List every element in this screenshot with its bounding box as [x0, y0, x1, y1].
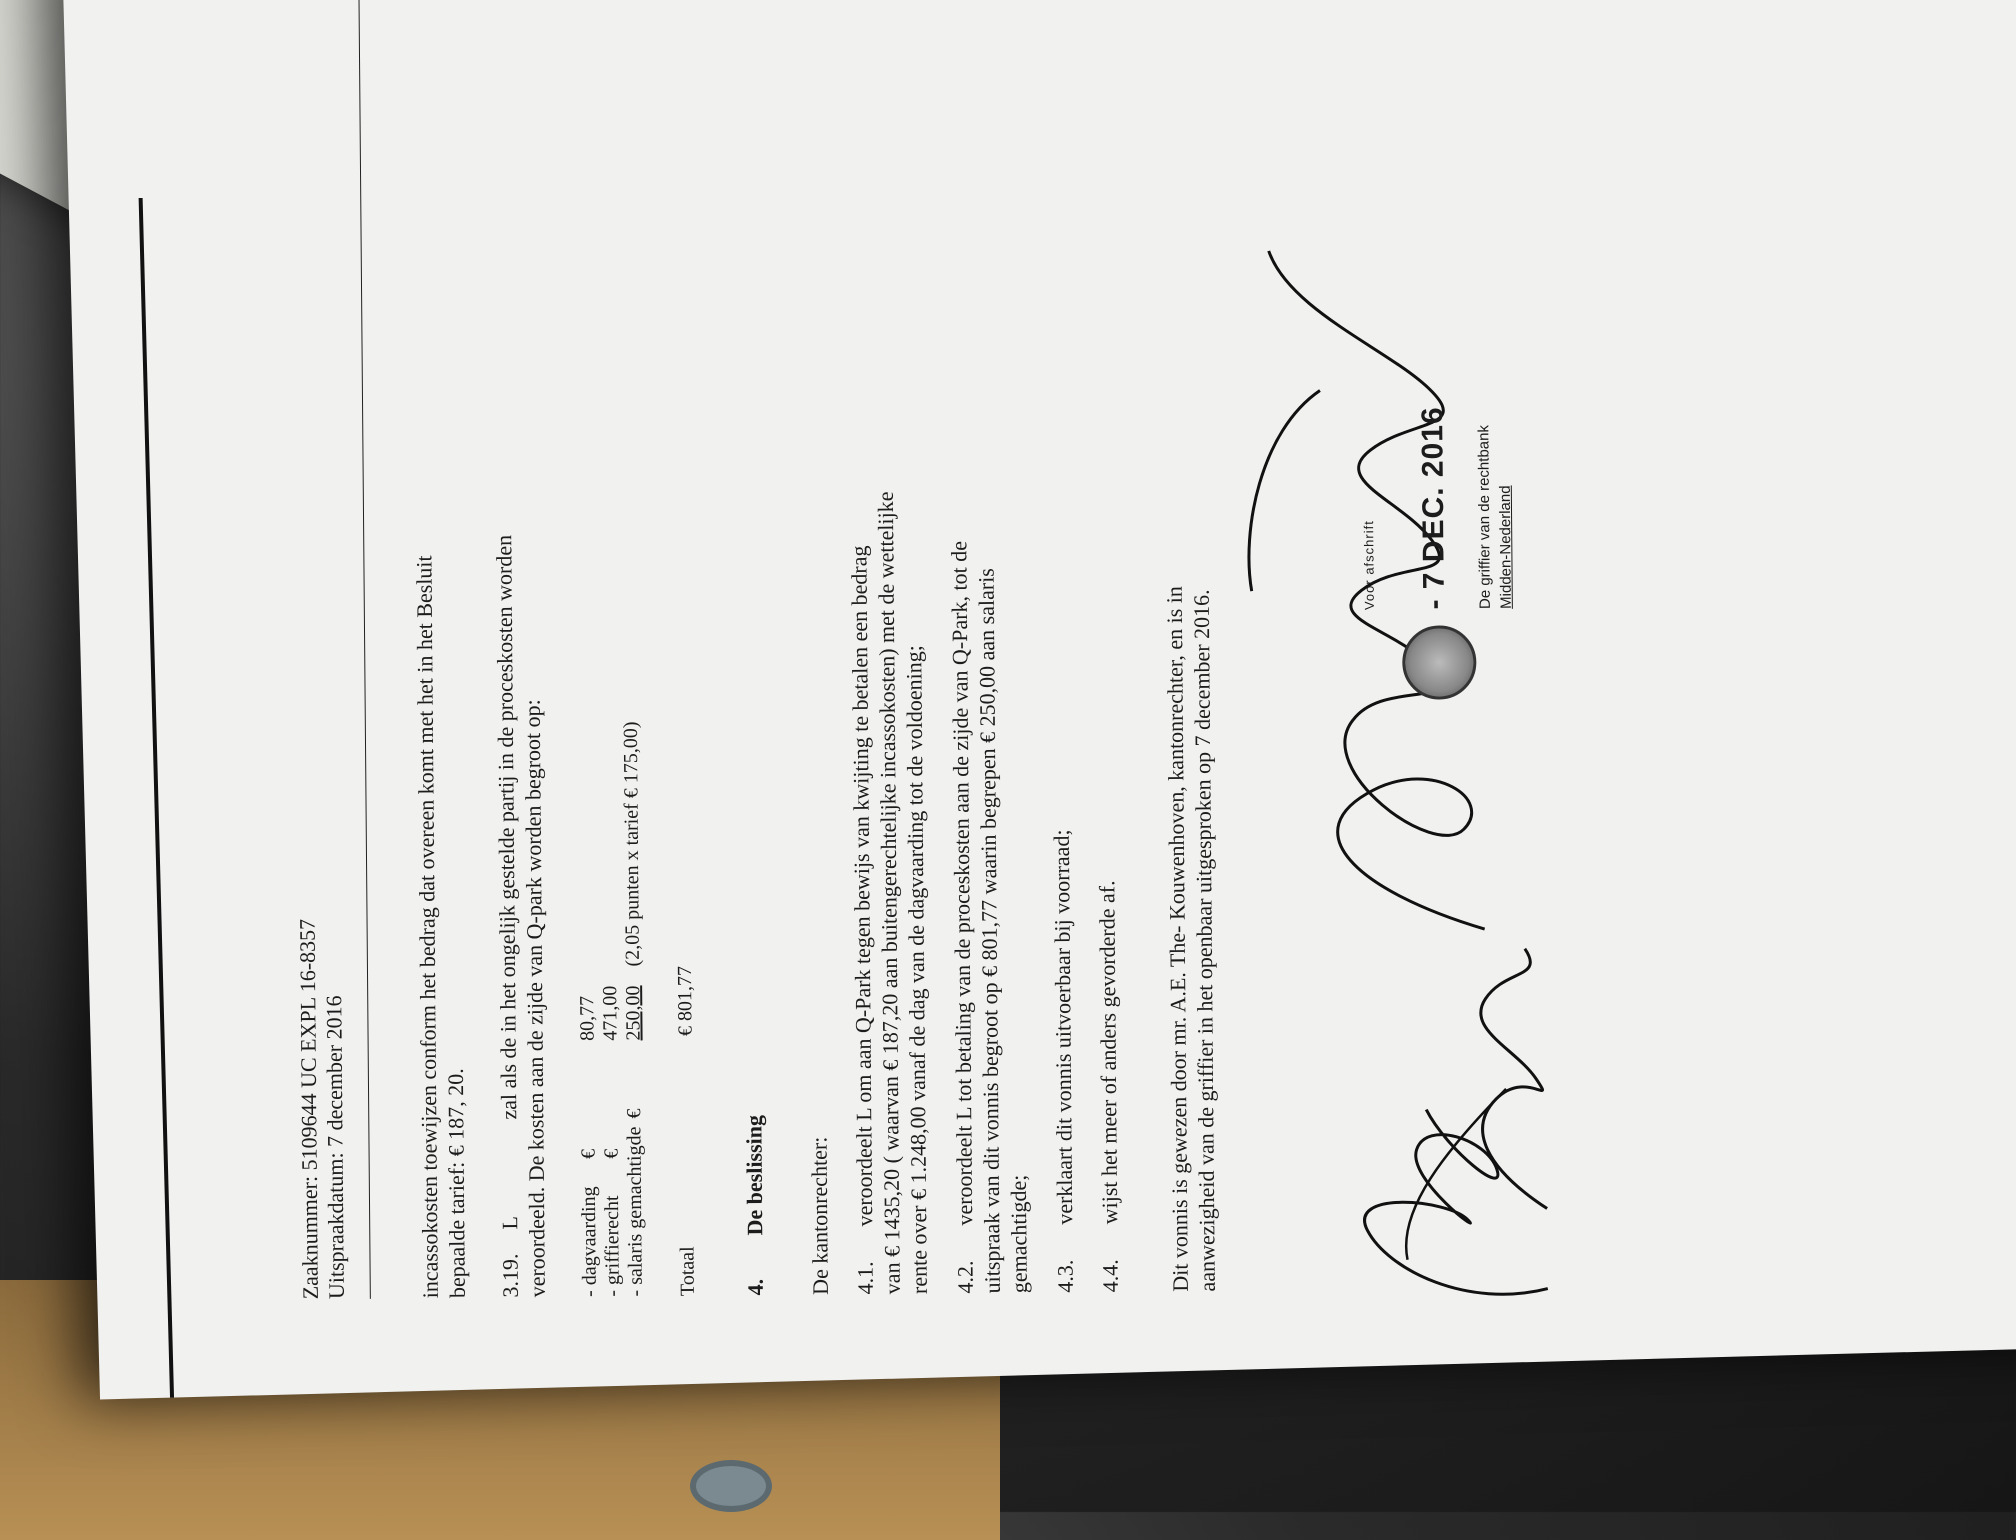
decision-item-line: wijst het meer of anders gevorderde af. — [1094, 880, 1123, 1225]
stamp-date: - 7 DEC. 2016 — [1416, 406, 1451, 610]
cost-total-amount: € 801,77 — [673, 965, 697, 1037]
court-seal-icon — [1402, 625, 1477, 700]
cost-label: - dagvaarding — [577, 1186, 601, 1297]
section-3-19-line-2: veroordeeld. De kosten aan de zijde van Q-park worden begroot op: — [519, 699, 550, 1298]
stamp-voor-afschrift: Voor afschrift — [1361, 520, 1377, 611]
cost-label: - salaris gemachtigde — [623, 1126, 647, 1297]
cost-currency: € — [577, 1148, 600, 1159]
decision-item-line: gemachtigde; — [1005, 1174, 1032, 1294]
decision-item-line: veroordeelt L tot betaling van de proceskosten aan de zijde van Q-Park, tot de — [946, 540, 978, 1226]
section-3-19-party: L — [497, 1216, 523, 1230]
decision-item-number: 4.4. — [1097, 1259, 1123, 1293]
closing-line-1: Dit vonnis is gewezen door mr. A.E. The- Kouwenhoven, kantonrechter, en is in — [1161, 586, 1193, 1292]
document-content — [275, 0, 1573, 1320]
cost-amount: 250,00 — [622, 985, 645, 1041]
section-3-19-line-1: zal als de in het ongelijk gestelde partij in de proceskosten worden — [491, 534, 522, 1120]
cost-currency: € — [623, 1108, 646, 1119]
case-number: Zaaknummer: 5109644 UC EXPL 16-8357 — [294, 918, 323, 1300]
decision-item-line: verklaart dit vonnis uitvoerbaar bij voorraad; — [1048, 829, 1078, 1225]
decision-item-number: 4.1. — [852, 1261, 878, 1295]
intro-line-1: incassokosten toewijzen conform het bedrag dat overeen komt met het in het Besluit — [411, 555, 443, 1299]
metal-washer — [690, 1460, 772, 1512]
decision-item-line: rente over € 1.248,00 vanaf de dag van de dagvaarding tot de voldoening; — [901, 645, 932, 1295]
cost-amount: 471,00 — [599, 985, 622, 1041]
decision-item-line: uitspraak van dit vonnis begroot op € 801,77 waarin begrepen € 250,00 aan salaris — [973, 568, 1005, 1294]
decision-item-number: 4.2. — [952, 1260, 978, 1294]
decision-item-number: 4.3. — [1052, 1259, 1078, 1293]
header-rule — [358, 0, 371, 1299]
document-page — [60, 0, 2016, 1399]
section-3-19-number: 3.19. — [497, 1253, 523, 1298]
cost-total-label: Totaal — [676, 1246, 699, 1297]
ruling-date: Uitspraakdatum: 7 december 2016 — [321, 995, 349, 1300]
cost-currency: € — [600, 1148, 623, 1159]
page-edge-shadow — [139, 198, 174, 1398]
stamp-griffier: De griffier van de rechtbank — [1475, 424, 1494, 610]
court-stamp — [1360, 338, 1563, 700]
decision-item-line: veroordeelt L om aan Q-Park tegen bewijs van kwijting te betalen een bedrag — [846, 545, 878, 1227]
intro-line-2: bepaalde tarief: € 187, 20. — [442, 1068, 470, 1299]
decision-item-line: van € 1435,20 ( waarvan € 187,20 aan buitengerechtelijke incassokosten) met de wettelijke — [872, 491, 905, 1295]
section-4-title: De beslissing — [741, 1114, 768, 1236]
closing-line-2: aanwezigheid van de griffier in het openbaar uitgesproken op 7 december 2016. — [1188, 589, 1220, 1292]
cost-amount: 80,77 — [576, 995, 599, 1041]
stamp-court: Midden-Nederland — [1496, 485, 1515, 609]
cost-note: (2,05 punten x tarief € 175,00) — [619, 721, 644, 967]
decision-intro: De kantonrechter: — [806, 1136, 833, 1295]
section-4-number: 4. — [742, 1278, 768, 1296]
cost-label: - griffierecht — [600, 1195, 624, 1297]
clerk-signature-right — [1425, 928, 1588, 1229]
